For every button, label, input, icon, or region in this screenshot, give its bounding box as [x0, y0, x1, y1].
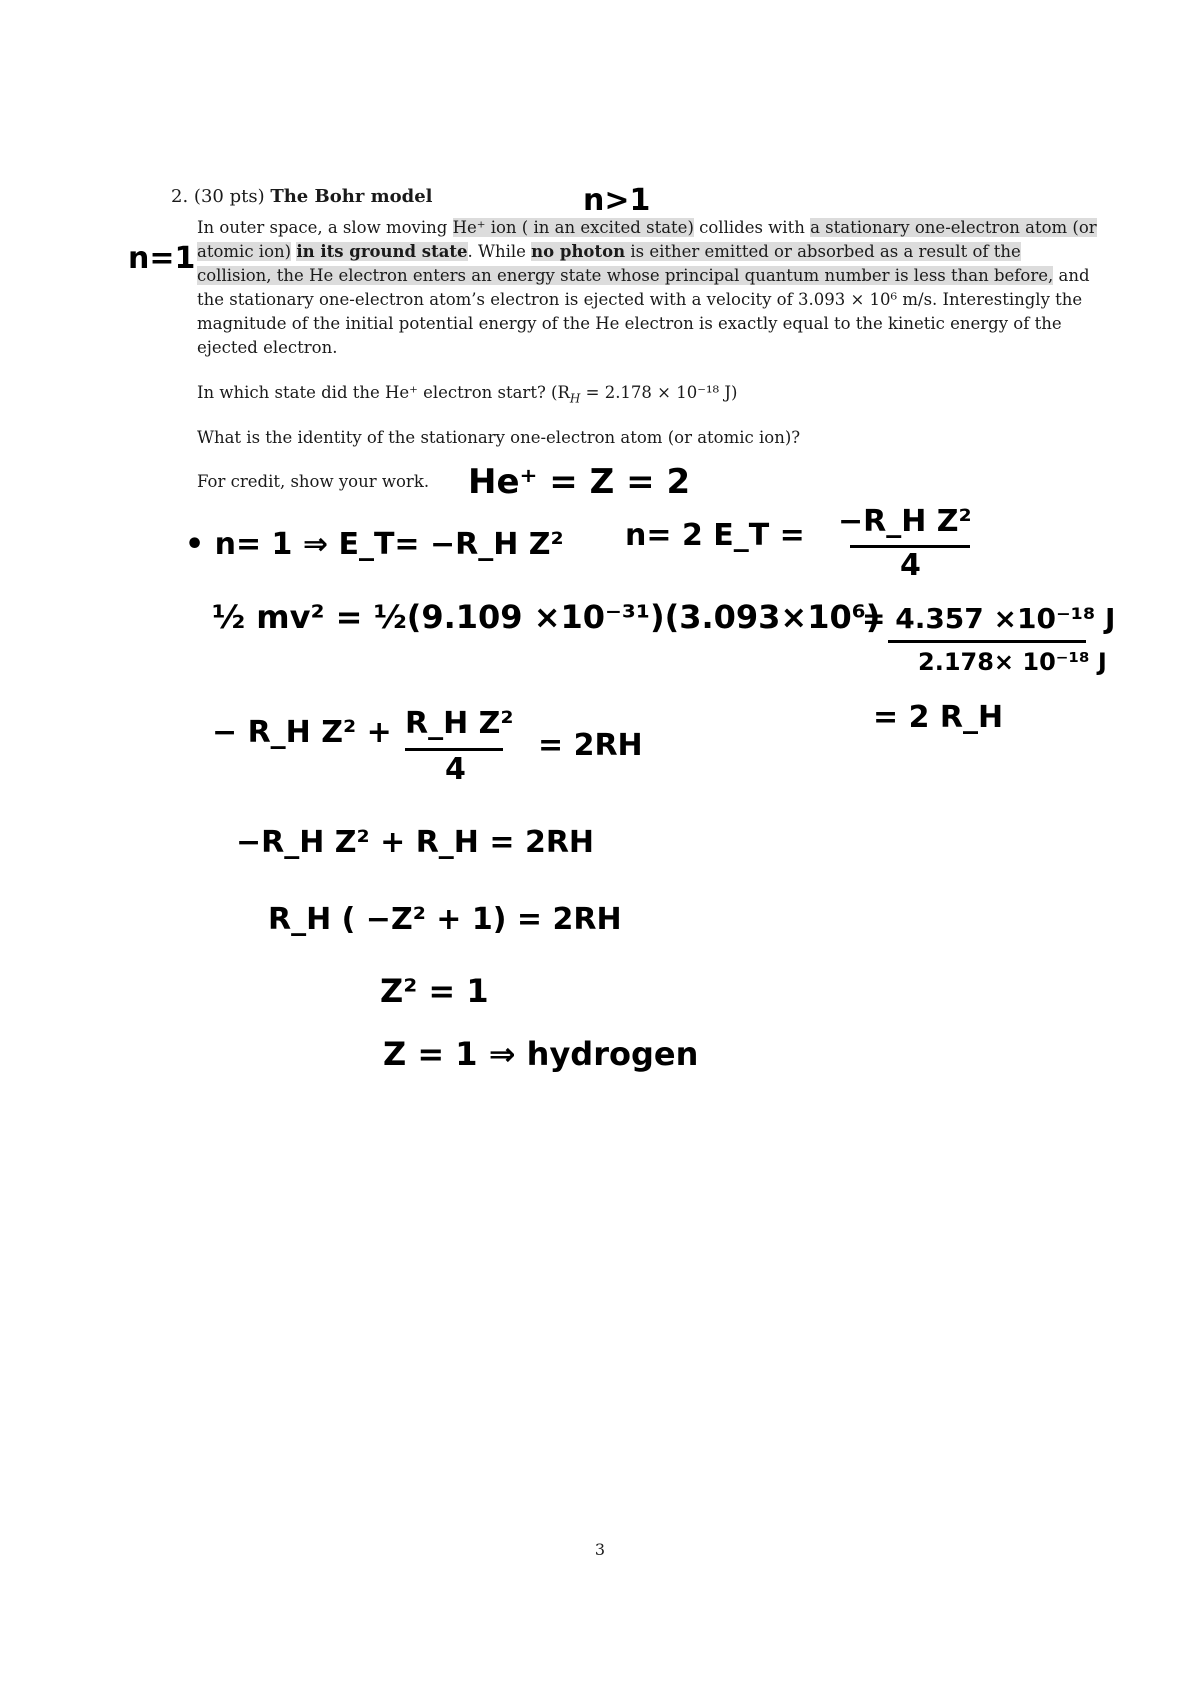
handwritten-equals-2rh: = 2 R_H [873, 700, 1004, 735]
problem-points: (30 pts) [193, 186, 265, 207]
handwritten-n2-denominator: 4 [900, 548, 921, 583]
paragraph-text: In outer space, a slow moving [197, 218, 453, 237]
handwritten-kinetic-energy: ½ mv² = ½(9.109 ×10⁻³¹)(3.093×10⁶) [212, 598, 881, 636]
handwritten-equation-c-right: = 2RH [538, 728, 643, 763]
paragraph-text: and the stationary one-electron atom’s electron is ejected with a velocity of 3.093 × 10⁶ m/s. Interestingly the magnitude of the initial potential energy of the He electron is exactly equal to the kinetic energy of the ejected electron. [197, 266, 1090, 357]
paragraph-text: is either emitted or absorbed as a result of the collision, the [197, 242, 1021, 285]
handwritten-ke-denominator: 2.178× 10⁻¹⁸ J [918, 648, 1107, 676]
handwritten-n-greater-1: n>1 [583, 183, 651, 218]
question-text: In which state did the He⁺ electron start? (R [197, 383, 570, 402]
handwritten-equation-f: Z² = 1 [380, 972, 489, 1010]
handwritten-equation-c-denominator: 4 [445, 752, 466, 787]
bold-ground-state: in its ground state [296, 242, 468, 261]
handwritten-equation-c: − R_H Z² + [212, 715, 392, 750]
fraction-bar [405, 748, 503, 751]
bold-no-photon: no photon [531, 242, 626, 261]
handwritten-equation-c-numerator: R_H Z² [405, 706, 514, 741]
paragraph-text: . While [467, 242, 532, 261]
paragraph-text: collides with [693, 218, 811, 237]
handwritten-he-z: He⁺ = Z = 2 [468, 462, 691, 502]
question-show-work: For credit, show your work. [197, 472, 430, 491]
highlight-stationary-atom: a stationary one-electron atom (or atomic ion) [197, 218, 1097, 261]
handwritten-equation-d: −R_H Z² + R_H = 2RH [236, 825, 595, 860]
problem-title: The Bohr model [270, 186, 433, 207]
handwritten-n1-energy: • n= 1 ⇒ E_T= −R_H Z² [185, 527, 564, 562]
problem-heading [171, 186, 433, 207]
handwritten-conclusion-hydrogen: Z = 1 ⇒ hydrogen [383, 1035, 699, 1073]
question-text: = 2.178 × 10⁻¹⁸ J) [580, 383, 738, 402]
question-subscript: H [569, 391, 581, 406]
handwritten-margin-n-equals-1: n=1 [128, 241, 196, 276]
highlight-energy-state: He electron enters an energy state whose principal quantum number is less than before, [309, 266, 1054, 285]
page-number: 3 [594, 1540, 606, 1559]
fraction-bar [888, 640, 1086, 643]
problem-paragraph [197, 216, 1097, 360]
handwritten-ke-result: = 4.357 ×10⁻¹⁸ J [862, 602, 1116, 635]
handwritten-n2-numerator: −R_H Z² [838, 504, 972, 539]
handwritten-equation-e: R_H ( −Z² + 1) = 2RH [268, 902, 622, 937]
question-initial-state [197, 383, 737, 405]
highlight-he-ion: He⁺ ion ( in an excited state) [452, 218, 694, 237]
handwritten-n2-energy: n= 2 E_T = [625, 518, 805, 553]
question-identity: What is the identity of the stationary one-electron atom (or atomic ion)? [197, 428, 801, 447]
problem-number: 2. [171, 186, 189, 207]
